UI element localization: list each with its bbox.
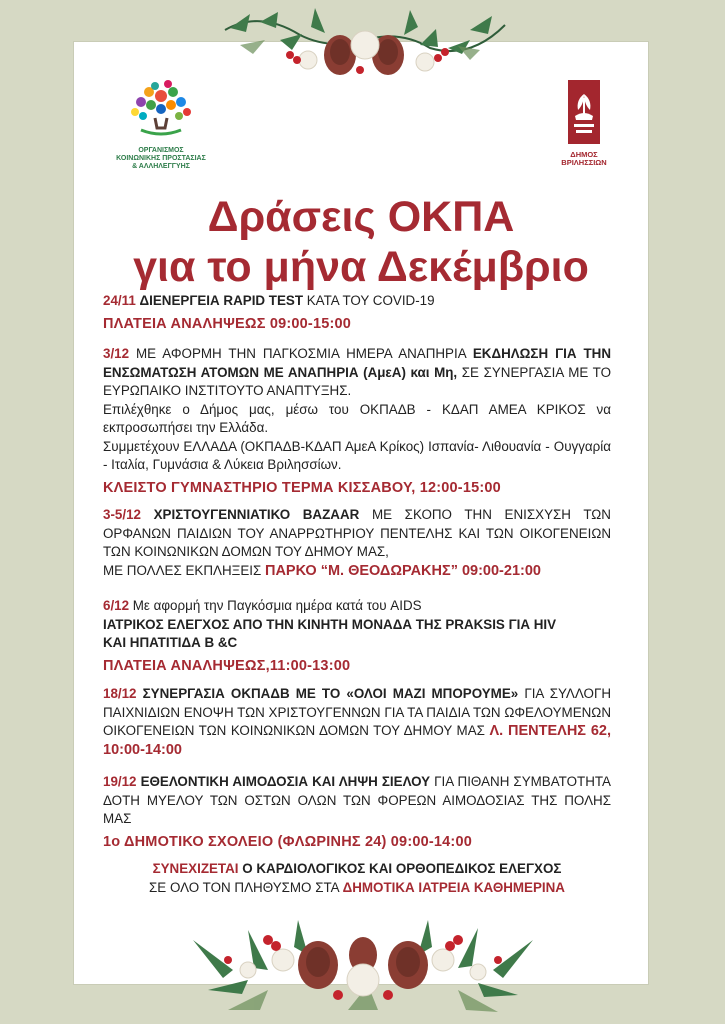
event-text: Με αφορμή την Παγκόσμια ημέρα κατά του AIDS <box>129 598 422 613</box>
event-text: ΓΙΑ ΠΙΘΑΝΗ ΣΥΜΒΑΤΟΤΗΤΑ ΔΟΤΗ ΜΥΕΛΟΥ ΤΩΝ ΟΣΤΩΝ ΟΛΩΝ ΤΩΝ ΦΟΡΕΩΝ ΑΙΜΟΔΟΣΙΑΣ ΤΗΣ ΠΟΛΗΣ ΜΑΣ <box>103 774 611 826</box>
event-text: Επιλέχθηκε ο Δήμος μας, μέσω του ΟΚΠΑΔΒ - ΚΔΑΠ ΑΜΕΑ ΚΡΙΚΟΣ να εκπροσωπήσει την Ελλάδα. <box>103 401 611 435</box>
okpa-logo-text: ΟΡΓΑΝΙΣΜΟΣ ΚΟΙΝΩΝΙΚΗΣ ΠΡΟΣΤΑΣΙΑΣ & ΑΛΛΗΛΕΓΓΥΗΣ <box>116 147 206 170</box>
event-date: 19/12 <box>103 774 137 789</box>
ongoing-checkups <box>103 860 611 897</box>
municipality-emblem-icon <box>566 80 602 144</box>
event-text: ΜΕ ΣΚΟΠΟ ΤΗΝ ΕΝΙΣΧΥΣΗ ΤΩΝ ΟΡΦΑΝΩΝ ΠΑΙΔΙΩΝ ΤΟΥ ΑΝΑΡΡΩΤΗΡΙΟΥ ΠΕΝΤΕΛΗΣ ΚΑΙ ΤΩΝ ΟΙΚΟΓΕΝΕΙΩΝ ΤΩΝ ΚΟΙΝΩΝΙΚΩΝ ΔΟΜΩΝ ΤΟΥ ΔΗΜΟΥ ΜΑΣ, <box>103 507 611 559</box>
event-text: ΣΕ ΣΥΝΕΡΓΑΣΙΑ ΜΕ ΤΟ ΕΥΡΩΠΑΙΚΟ ΙΝΣΤΙΤΟΥΤΟ ΑΝΑΠΤΥΞΗΣ. <box>103 364 611 398</box>
christmas-garland-top <box>220 0 510 90</box>
event-title: ΧΡΙΣΤΟΥΓΕΝΝΙΑΤΙΚΟ BAZAAR <box>140 507 360 522</box>
event-title: ΕΚΔΗΛΩΣΗ ΓΙΑ ΤΗΝ ΕΝΣΩΜΑΤΩΣΗ ΑΤΟΜΩΝ ΜΕ ΑΝΑΠΗΡΙΑ (ΑμεΑ) και Μη, <box>103 346 611 380</box>
event-venue: ΠΛΑΤΕΙΑ ΑΝΑΛΗΨΕΩΣ,11:00-13:00 <box>103 657 351 674</box>
event-venue: ΠΛΑΤΕΙΑ ΑΝΑΛΗΨΕΩΣ 09:00-15:00 <box>103 315 352 332</box>
event-text: ΣΕ ΟΛΟ ΤΟΝ ΠΛΗΘΥΣΜΟ ΣΤΑ <box>149 879 343 895</box>
dimos-vrilission-logo <box>556 80 612 167</box>
event-text: ΜΕ ΠΟΛΛΕΣ ΕΚΠΛΗΞΕΙΣ <box>103 562 265 578</box>
event-3-12 <box>103 345 611 498</box>
event-date: 24/11 <box>103 293 136 308</box>
event-title: Ο ΚΑΡΔΙΟΛΟΓΙΚΟΣ ΚΑΙ ΟΡΘΟΠΕΔΙΚΟΣ ΕΛΕΓΧΟΣ <box>238 861 562 876</box>
event-venue: ΚΛΕΙΣΤΟ ΓΥΜΝΑΣΤΗΡΙΟ ΤΕΡΜΑ ΚΙΣΣΑΒΟΥ, 12:00-15:00 <box>103 479 501 496</box>
event-date: 3/12 <box>103 346 130 361</box>
event-date: 6/12 <box>103 598 130 613</box>
event-text: ΚΑΤΑ ΤΟΥ COVID-19 <box>303 293 435 308</box>
dimos-logo-text: ΔΗΜΟΣ ΒΡΙΛΗΣΣΙΩΝ <box>561 150 607 167</box>
title-line-2: για το μήνα Δεκέμβριο <box>133 243 589 291</box>
event-18-12 <box>103 685 611 759</box>
event-title: ΕΘΕΛΟΝΤΙΚΗ ΑΙΜΟΔΟΣΙΑ ΚΑΙ ΛΗΨΗ ΣΙΕΛΟΥ <box>136 774 431 789</box>
event-title: ΔΙΕΝΕΡΓΕΙΑ RAPID TEST <box>139 293 304 308</box>
event-title: ΣΥΝΕΡΓΑΣΙΑ ΟΚΠΑΔΒ ΜΕ ΤΟ «ΟΛΟΙ ΜΑΖΙ ΜΠΟΡΟΥΜΕ» <box>136 686 519 701</box>
event-venue: Λ. ΠΕΝΤΕΛΗΣ 62, 10:00-14:00 <box>103 723 612 758</box>
event-19-12 <box>103 773 611 852</box>
event-6-12 <box>103 597 611 676</box>
event-date: 3-5/12 <box>103 507 141 522</box>
event-title: ΙΑΤΡΙΚΟΣ ΕΛΕΓΧΟΣ ΑΠΟ ΤΗΝ ΚΙΝΗΤΗ ΜΟΝΑΔΑ ΤΗΣ PRAKSIS ΓΙΑ HIV ΚΑΙ ΗΠΑΤΙΤΙΔΑ Β &C <box>103 616 557 650</box>
event-text: ΜΕ ΑΦΟΡΜΗ ΤΗΝ ΠΑΓΚΟΣΜΙΑ ΗΜΕΡΑ ΑΝΑΠΗΡΙΑ <box>129 346 473 361</box>
title-line-1: Δράσεις ΟΚΠΑ <box>207 193 515 241</box>
event-3-5-12 <box>103 506 611 580</box>
event-text: Συμμετέχουν ΕΛΛΑΔΑ (ΟΚΠΑΔΒ-ΚΔΑΠ ΑμεΑ Κρίκος) Ισπανία- Λιθουανία - Ουγγαρία - Ιταλία, Γυμνάσια & Λύκεια Βριλησσίων. <box>103 438 611 472</box>
event-24-11 <box>103 292 611 334</box>
tree-logo-icon <box>121 78 201 140</box>
christmas-garland-bottom <box>188 900 538 1024</box>
event-date: 18/12 <box>103 686 137 701</box>
event-venue: ΔΗΜΟΤΙΚΑ ΙΑΤΡΕΙΑ ΚΑΘΗΜΕΡΙΝΑ <box>342 879 565 895</box>
page-title <box>96 192 626 292</box>
ongoing-label: ΣΥΝΕΧΙΖΕΤΑΙ <box>152 861 239 876</box>
event-venue: 1ο ΔΗΜΟΤΙΚΟ ΣΧΟΛΕΙΟ (ΦΛΩΡΙΝΗΣ 24) 09:00-14:00 <box>103 833 472 850</box>
event-venue: ΠΑΡΚΟ “Μ. ΘΕΟΔΩΡΑΚΗΣ” 09:00-21:00 <box>264 562 541 579</box>
event-text: ΓΙΑ ΣΥΛΛΟΓΗ ΠΑΙΧΝΙΔΙΩΝ ΕΝΟΨΗ ΤΩΝ ΧΡΙΣΤΟΥΓΕΝΝΩΝ ΓΙΑ ΤΑ ΠΑΙΔΙΑ ΤΩΝ ΩΦΕΛΟΥΜΕΝΩΝ ΟΙΚΟΓΕΝΕΙΩΝ ΤΩΝ ΚΟΙΝΩΝΙΚΩΝ ΔΟΜΩΝ ΤΟΥ ΔΗΜΟΥ ΜΑΣ <box>103 686 611 738</box>
okpa-logo <box>112 78 210 171</box>
